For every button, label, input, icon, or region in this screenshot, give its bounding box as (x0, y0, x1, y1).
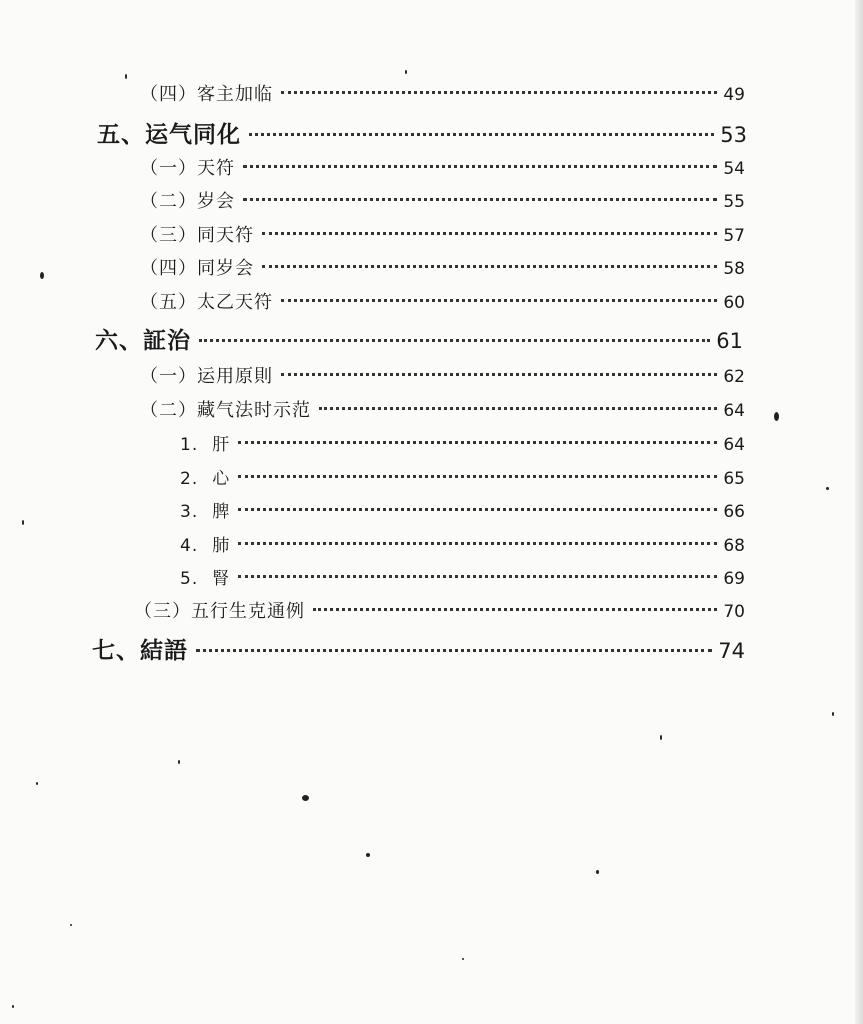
toc-entry-label (180, 531, 230, 556)
toc-entry-page: 64 (723, 401, 745, 421)
toc-entry-label: （一）运用原則 (140, 366, 273, 387)
dot-leader (243, 165, 717, 168)
scan-speck (178, 760, 180, 764)
toc-entry-label (180, 430, 230, 455)
scan-speck (302, 795, 309, 801)
scan-speck (596, 870, 599, 874)
dot-leader (281, 91, 717, 94)
dot-leader (262, 265, 717, 268)
toc-entry-label: 七、結語 (92, 637, 188, 664)
toc-entry-page: 49 (723, 85, 745, 105)
toc-entry-label: （二）藏气法时示范 (140, 400, 311, 421)
toc-entry (180, 564, 745, 589)
dot-leader (238, 542, 717, 545)
toc-entry-page: 54 (723, 159, 745, 179)
toc-entry-page: 58 (723, 259, 745, 279)
toc-entry (140, 221, 745, 247)
toc-entry-title: 心 (212, 469, 231, 489)
scan-speck (36, 782, 38, 785)
toc-entry-title: 肝 (212, 435, 231, 455)
toc-entry-label: （五）太乙天符 (140, 292, 273, 313)
scan-speck (826, 487, 829, 490)
toc-entry-label: 五、运气同化 (97, 121, 241, 148)
scan-speck (125, 74, 127, 79)
toc-entry-label: （三）五行生克通例 (134, 601, 305, 622)
toc-entry-page: 57 (723, 226, 745, 246)
dot-leader (243, 198, 717, 201)
scan-speck (405, 70, 407, 74)
toc-entry-page: 61 (716, 329, 743, 353)
toc-entry (140, 288, 745, 314)
toc-entry-label: 六、証治 (95, 327, 191, 354)
dot-leader (262, 232, 717, 235)
toc-entry-page: 64 (723, 435, 745, 455)
dot-leader (281, 373, 717, 376)
dot-leader (313, 608, 717, 611)
scan-speck (774, 412, 779, 421)
toc-entry-label (180, 564, 230, 589)
scan-speck (660, 735, 662, 740)
toc-entry-page: 53 (720, 123, 747, 147)
toc-entry (134, 597, 745, 623)
toc-entry (180, 464, 745, 489)
toc-entry-page: 68 (723, 536, 745, 556)
dot-leader (238, 441, 717, 444)
dot-leader (249, 133, 714, 136)
toc-entry-number: 1. (180, 435, 199, 455)
dot-leader (238, 475, 717, 478)
toc-entry (140, 254, 745, 280)
toc-entry-label: （一）天符 (140, 158, 235, 179)
toc-entry-page: 74 (718, 639, 745, 663)
toc-entry-number: 5. (180, 569, 199, 589)
toc-entry-label (180, 497, 230, 522)
toc-entry (180, 430, 745, 455)
toc-entry (140, 396, 745, 422)
scan-speck (40, 272, 44, 279)
dot-leader (319, 407, 717, 410)
toc-entry-label: （四）客主加临 (140, 84, 273, 105)
dot-leader (199, 339, 710, 342)
toc-entry (140, 80, 745, 106)
dot-leader (196, 649, 712, 652)
toc-entry-page: 60 (723, 293, 745, 313)
scan-speck (22, 520, 24, 525)
toc-entry (140, 187, 745, 213)
toc-entry-number: 2. (180, 469, 199, 489)
toc-entry-page: 65 (723, 469, 745, 489)
toc-entry-label: （三）同天符 (140, 225, 254, 246)
toc-entry-label (180, 464, 230, 489)
page-edge-shadow (855, 0, 863, 1024)
scan-speck (462, 958, 464, 960)
toc-entry-label: （四）同岁会 (140, 258, 254, 279)
scan-speck (832, 712, 834, 716)
toc-entry (97, 116, 747, 149)
toc-entry (180, 531, 745, 556)
toc-entry (140, 154, 745, 180)
toc-entry-label: （二）岁会 (140, 191, 235, 212)
toc-entry (92, 632, 745, 665)
dot-leader (238, 508, 717, 511)
toc-entry-number: 3. (180, 502, 199, 522)
toc-entry-title: 腎 (212, 569, 231, 589)
toc-entry-title: 肺 (212, 536, 231, 556)
toc-entry-page: 70 (723, 602, 745, 622)
toc-entry-number: 4. (180, 536, 199, 556)
toc-entry (95, 322, 743, 355)
toc-entry (180, 497, 745, 522)
toc-entry-page: 62 (723, 367, 745, 387)
toc-entry-title: 脾 (212, 502, 231, 522)
toc-entry-page: 69 (723, 569, 745, 589)
dot-leader (281, 299, 717, 302)
dot-leader (238, 575, 717, 578)
toc-entry-page: 55 (723, 192, 745, 212)
scan-speck (12, 1005, 14, 1008)
scan-speck (366, 853, 370, 857)
toc-entry (140, 362, 745, 388)
scan-speck (70, 924, 72, 926)
toc-entry-page: 66 (723, 502, 745, 522)
